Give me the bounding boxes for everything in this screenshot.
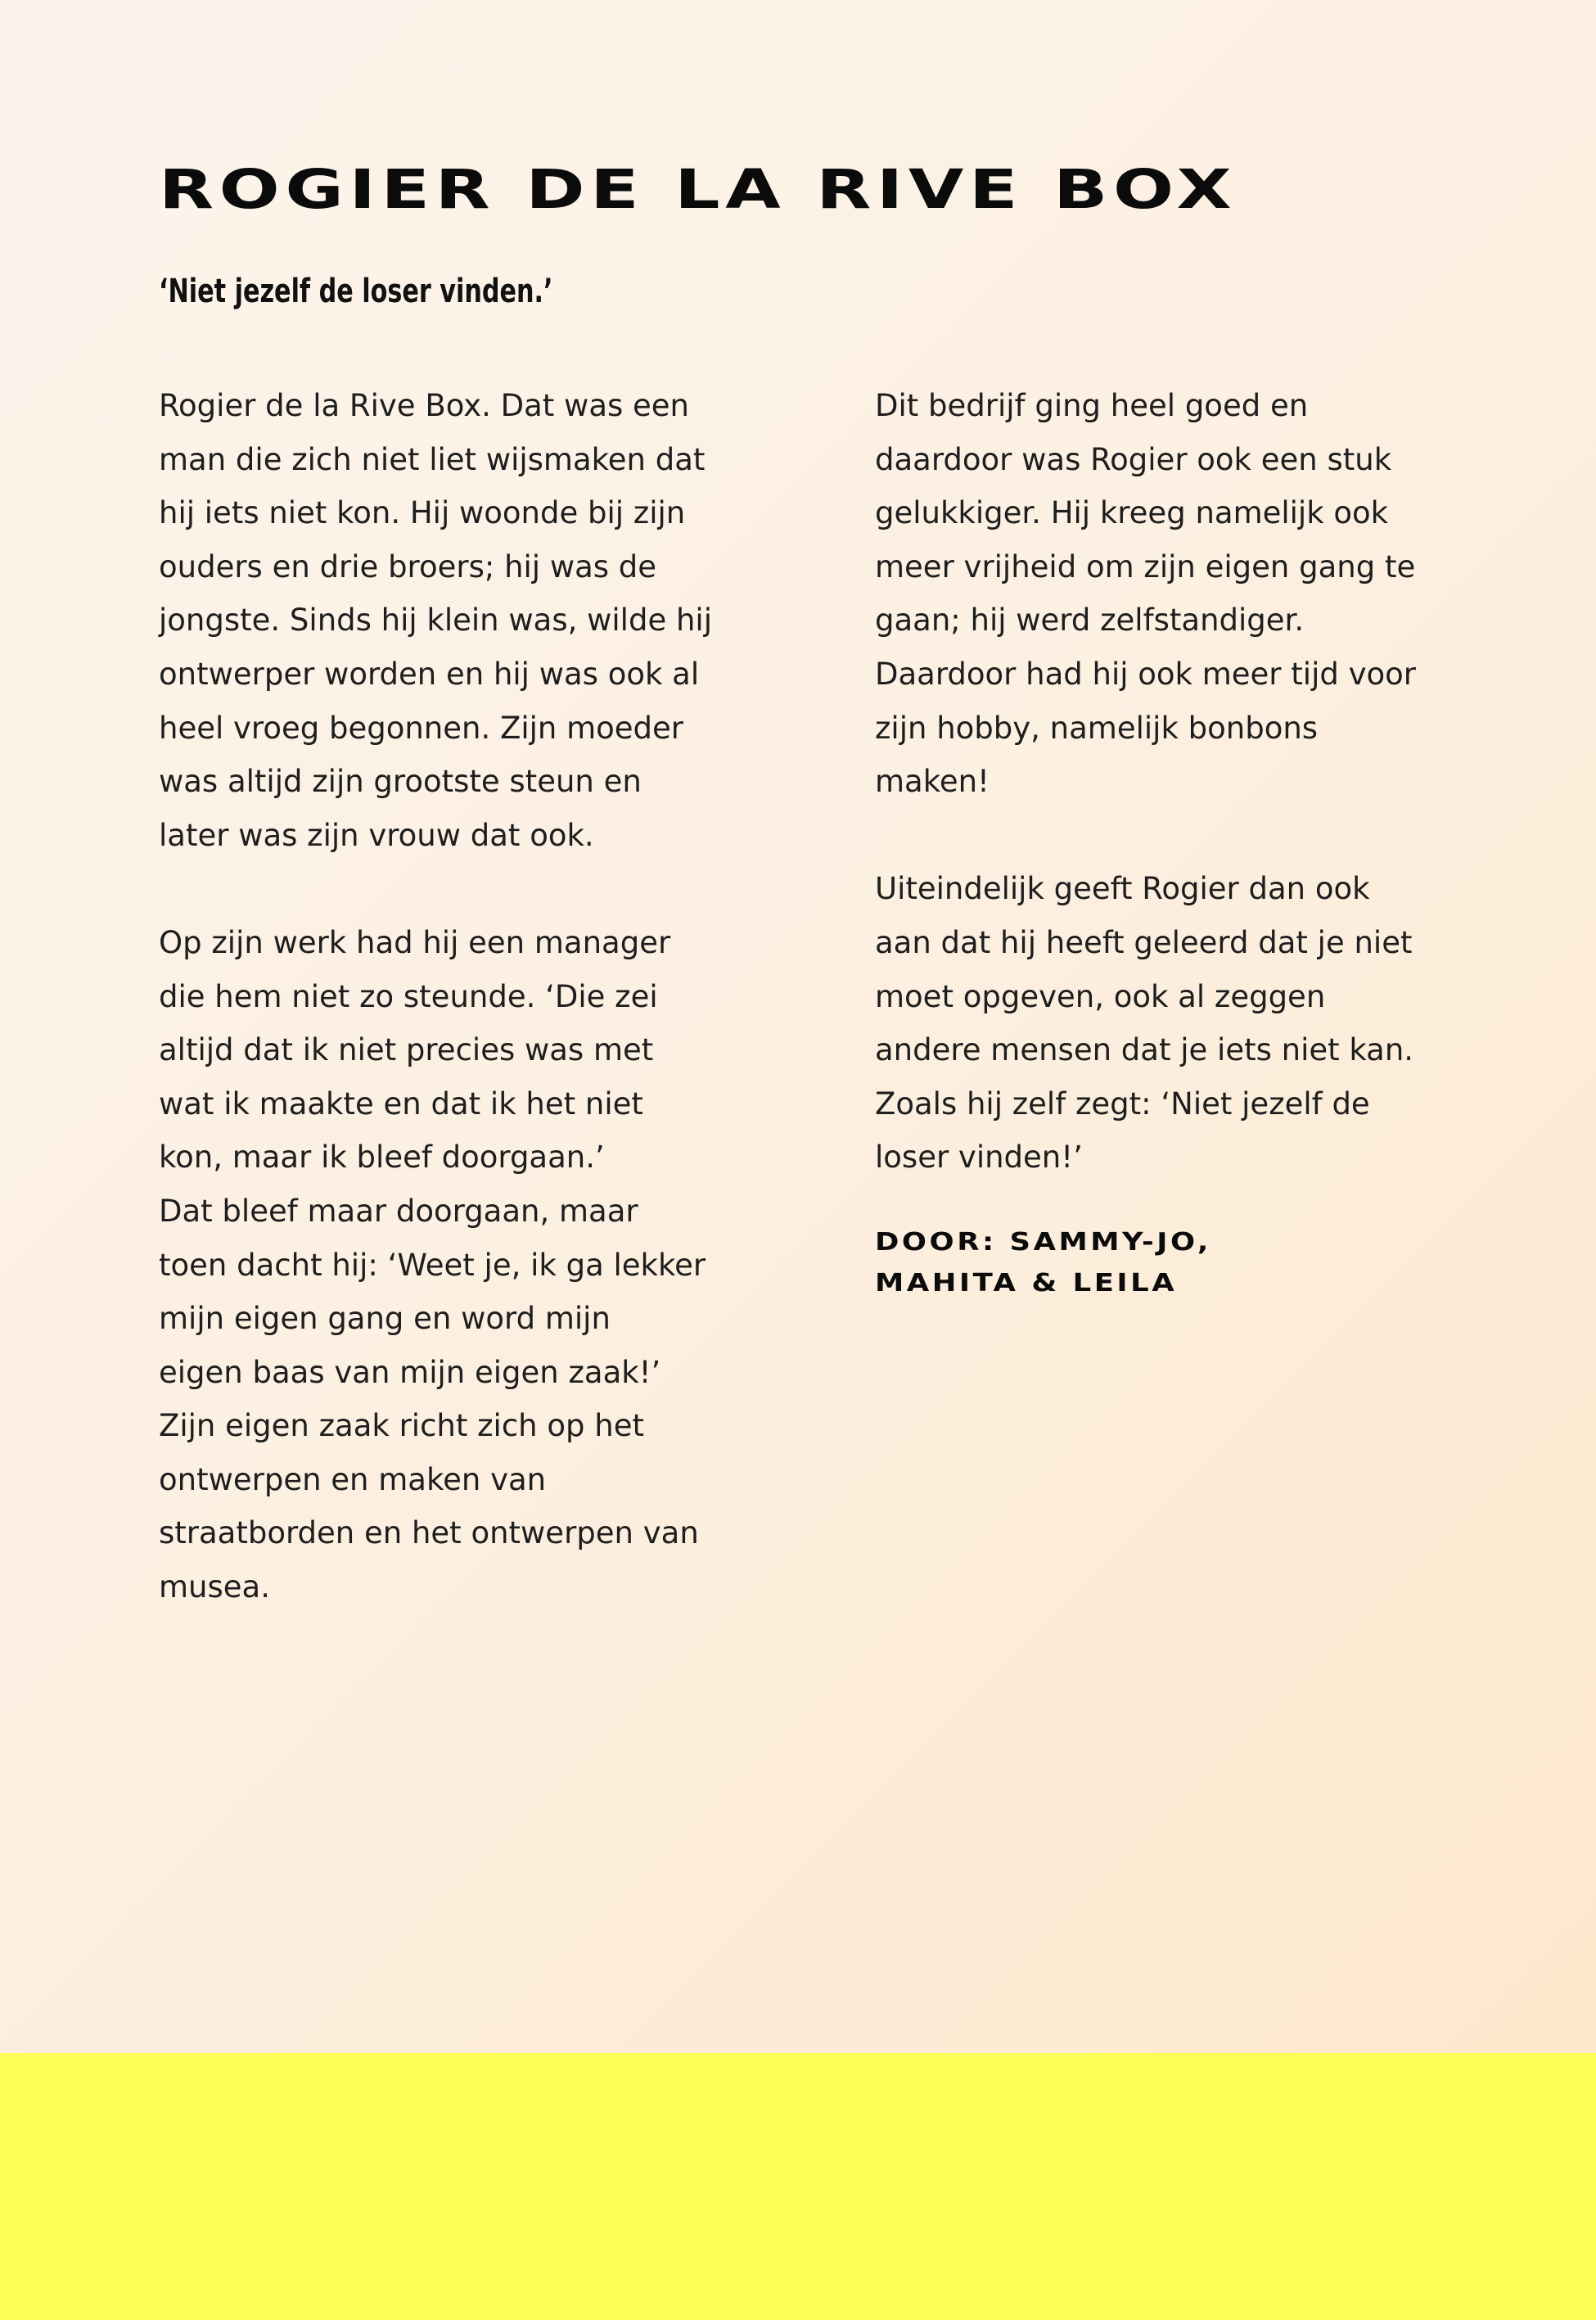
text-line: Zoals hij zelf zegt: ‘Niet jezelf de xyxy=(875,1086,1370,1122)
text-line: Rogier de la Rive Box. Dat was een xyxy=(159,388,690,423)
text-line: andere mensen dat je iets niet kan. xyxy=(875,1032,1414,1068)
text-line: Dat bleef maar doorgaan, maar xyxy=(159,1193,638,1229)
article-subtitle: ‘Niet jezelf de loser vinden.’ xyxy=(159,273,553,310)
footer-color-band xyxy=(0,2053,1596,2320)
text-line: ouders en drie broers; hij was de xyxy=(159,548,657,585)
text-line: Dit bedrijf ging heel goed en xyxy=(875,388,1309,423)
text-line: gaan; hij werd zelfstandiger. xyxy=(875,603,1305,639)
text-line: Daardoor had hij ook meer tijd voor xyxy=(875,656,1416,692)
text-line: loser vinden!’ xyxy=(875,1140,1083,1176)
text-line: heel vroeg begonnen. Zijn moeder xyxy=(159,710,683,746)
left-column xyxy=(159,379,732,1668)
right-paragraph-2 xyxy=(875,862,1448,1185)
text-line: kon, maar ik bleef doorgaan.’ xyxy=(159,1140,605,1176)
text-line: mijn eigen gang en word mijn xyxy=(159,1301,611,1337)
text-line: later was zijn vrouw dat ook. xyxy=(159,817,594,853)
left-paragraph-2 xyxy=(159,916,732,1614)
right-paragraph-1 xyxy=(875,379,1448,809)
text-line: Uiteindelijk geeft Rogier dan ook xyxy=(875,871,1370,907)
right-column xyxy=(875,379,1448,1304)
text-line: daardoor was Rogier ook een stuk xyxy=(875,441,1392,477)
text-line: die hem niet zo steunde. ‘Die zei xyxy=(159,978,658,1014)
text-line: gelukkiger. Hij kreeg namelijk ook xyxy=(875,495,1389,531)
text-line: eigen baas van mijn eigen zaak!’ xyxy=(159,1354,661,1390)
article-title: ROGIER DE LA RIVE BOX xyxy=(159,158,1238,221)
text-line: Zijn eigen zaak richt zich op het xyxy=(159,1408,644,1444)
text-line: ontwerper worden en hij was ook al xyxy=(159,656,700,692)
text-line: meer vrijheid om zijn eigen gang te xyxy=(875,548,1416,585)
text-line: musea. xyxy=(159,1569,270,1605)
byline-line: MAHITA & LEILA xyxy=(875,1268,1178,1298)
text-line: zijn hobby, namelijk bonbons xyxy=(875,710,1319,746)
byline-line: DOOR: SAMMY-JO, xyxy=(875,1227,1211,1257)
text-line: Op zijn werk had hij een manager xyxy=(159,924,671,960)
text-line: aan dat hij heeft geleerd dat je niet xyxy=(875,924,1413,960)
text-line: moet opgeven, ook al zeggen xyxy=(875,978,1326,1014)
text-line: altijd dat ik niet precies was met xyxy=(159,1032,654,1068)
text-line: wat ik maakte en dat ik het niet xyxy=(159,1086,643,1122)
text-line: jongste. Sinds hij klein was, wilde hij xyxy=(159,603,712,639)
text-line: maken! xyxy=(875,764,990,800)
text-line: hij iets niet kon. Hij woonde bij zijn xyxy=(159,495,686,531)
text-line: toen dacht hij: ‘Weet je, ik ga lekker xyxy=(159,1247,706,1283)
text-line: man die zich niet liet wijsmaken dat xyxy=(159,441,706,477)
author-byline xyxy=(875,1222,1551,1304)
left-paragraph-1 xyxy=(159,379,732,862)
text-line: ontwerpen en maken van xyxy=(159,1461,547,1497)
text-line: was altijd zijn grootste steun en xyxy=(159,764,642,800)
text-line: straatborden en het ontwerpen van xyxy=(159,1515,699,1551)
